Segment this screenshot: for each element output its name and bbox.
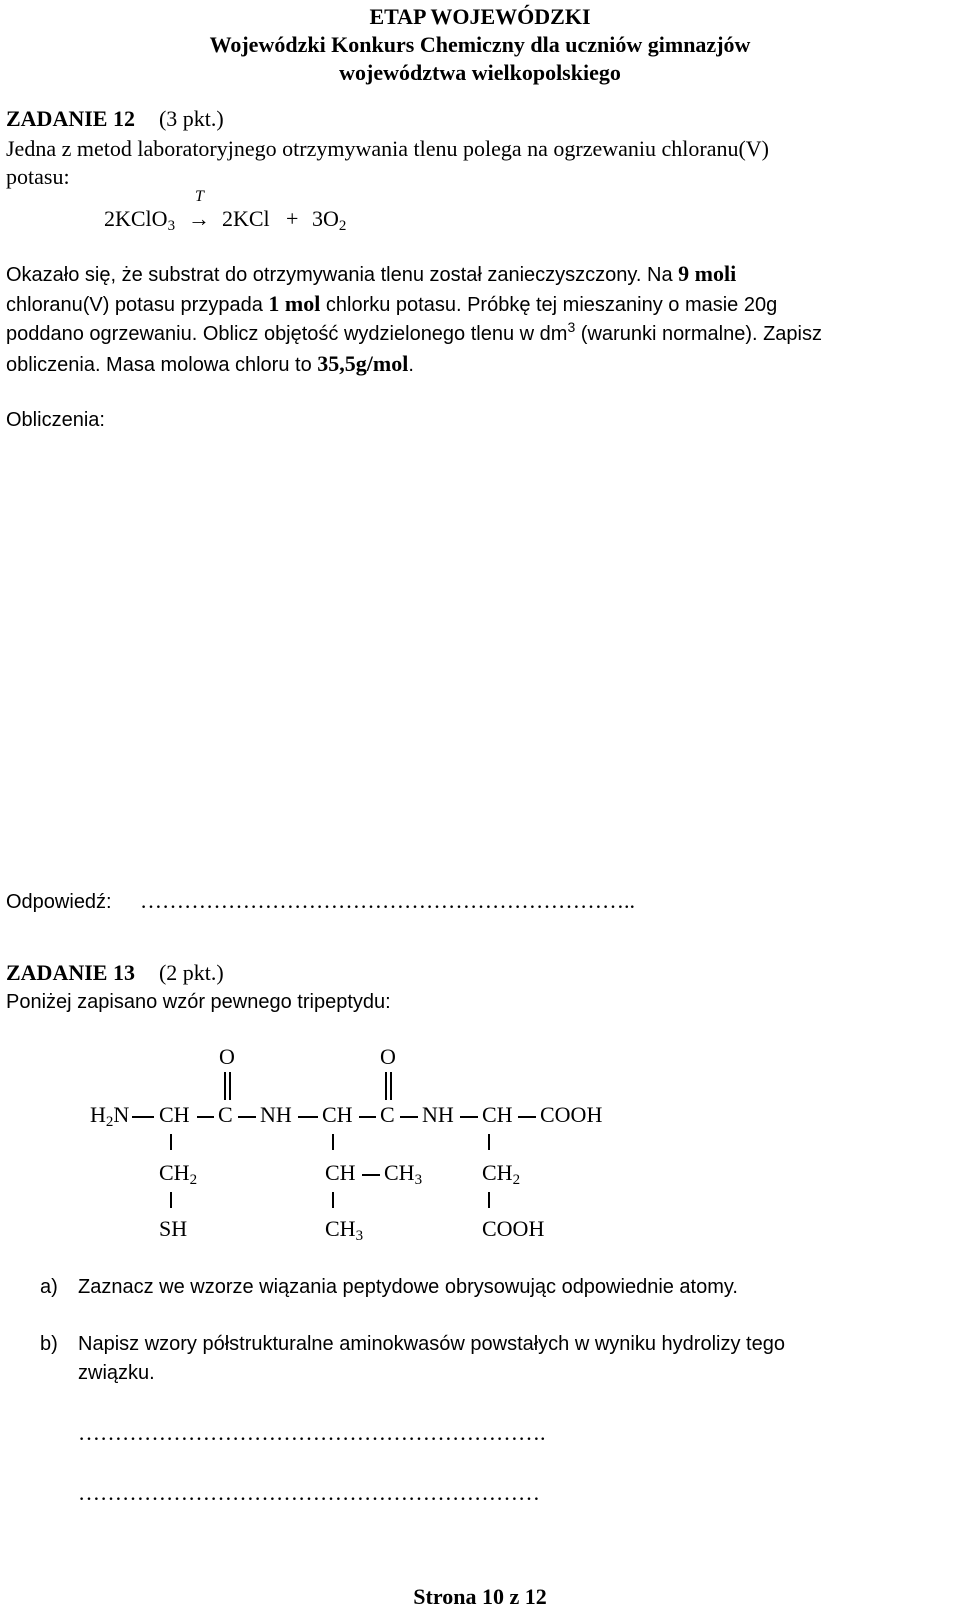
- amino-group: $H_2N$: [90, 1102, 130, 1130]
- side-chain-ch2-1: $CH_2$: [159, 1160, 198, 1188]
- question-a-marker: a): [40, 1276, 58, 1298]
- question-b-line-2: związku.: [78, 1362, 155, 1384]
- vbond-3b: [488, 1192, 490, 1208]
- vbond-1b: [170, 1192, 172, 1208]
- vbond-2a: [332, 1134, 334, 1150]
- methyl-group: $CH_3$: [325, 1216, 364, 1244]
- task12-intro-line-1: Jedna z metod laboratoryjnego otrzymywania tlenu polega na ogrzewaniu chloranu(V): [6, 136, 769, 161]
- arrow-condition-label: T: [195, 188, 204, 205]
- task13-intro: Poniżej zapisano wzór pewnego tripeptydu:: [6, 991, 391, 1013]
- alpha-carbon-3: CH: [482, 1102, 513, 1127]
- page-number: Strona 10 z 12: [413, 1584, 547, 1609]
- double-bond-1a: [224, 1072, 226, 1100]
- answer-line-2[interactable]: ………………………………………………………: [78, 1480, 540, 1505]
- bond-main-3: [238, 1116, 256, 1118]
- double-bond-2b: [390, 1072, 392, 1100]
- vbond-1a: [170, 1134, 172, 1150]
- plus-sign: +: [286, 206, 299, 231]
- task12-intro-line-2: potasu:: [6, 164, 70, 189]
- amide-nh-1: NH: [260, 1102, 292, 1127]
- task12-heading: [6, 106, 224, 132]
- carbonyl-oxygen-1: O: [219, 1044, 235, 1069]
- bond-main-2: [197, 1116, 214, 1118]
- answer-line-1[interactable]: ……………………………………………………….: [78, 1420, 546, 1445]
- double-bond-2a: [385, 1072, 387, 1100]
- amide-nh-2: NH: [422, 1102, 454, 1127]
- reaction-equation: [104, 186, 384, 246]
- carbonyl-carbon-2: C: [380, 1102, 395, 1127]
- task12-para-line-4: obliczenia. Masa molowa chloru to 35,5g/mol.: [6, 351, 414, 376]
- bond-side-ch: [362, 1174, 380, 1176]
- bond-main-7: [460, 1116, 478, 1118]
- task13-title: ZADANIE 13: [6, 960, 135, 985]
- reaction-arrow: →: [188, 206, 210, 231]
- header-line-2: Wojewódzki Konkurs Chemiczny dla uczniów gimnazjów: [209, 32, 751, 57]
- question-b-marker: b): [40, 1333, 58, 1355]
- bond-main-8: [518, 1116, 536, 1118]
- bond-main-1: [132, 1116, 154, 1118]
- side-chain-ch2-3: $CH_2$: [482, 1160, 521, 1188]
- answer-dots[interactable]: …………………………………………………………..: [140, 888, 635, 913]
- carbonyl-carbon-1: C: [218, 1102, 233, 1127]
- task12-title: ZADANIE 12: [6, 106, 135, 131]
- product-kcl: 2KCl: [222, 206, 270, 231]
- alpha-carbon-2: CH: [322, 1102, 353, 1127]
- task12-para-line-2: chloranu(V) potasu przypada 1 mol chlorku potasu. Próbkę tej mieszaniny o masie 20g: [6, 291, 778, 316]
- side-carboxyl-group: COOH: [482, 1216, 545, 1241]
- calculations-label: Obliczenia:: [6, 409, 105, 431]
- vbond-2b: [332, 1192, 334, 1208]
- task13-points: (2 pkt.): [158, 960, 224, 985]
- alpha-carbon-1: CH: [159, 1102, 190, 1127]
- product-oxygen: $3O_2$: [312, 206, 347, 234]
- reactant: 2KClO$_3$: [104, 206, 176, 234]
- side-chain-ch3: $CH_3$: [384, 1160, 423, 1188]
- task12-points: (3 pkt.): [158, 106, 224, 131]
- header-line-3: województwa wielkopolskiego: [339, 60, 621, 85]
- vbond-3a: [488, 1134, 490, 1150]
- bond-main-6: [400, 1116, 418, 1118]
- question-a-text: Zaznacz we wzorze wiązania peptydowe obrysowując odpowiednie atomy.: [78, 1276, 738, 1298]
- task13-heading: [6, 960, 224, 986]
- tripeptide-formula: [0, 1030, 960, 1250]
- bond-main-5: [359, 1116, 376, 1118]
- bond-main-4: [298, 1116, 318, 1118]
- side-chain-ch: CH: [325, 1160, 356, 1185]
- thiol-group: SH: [159, 1216, 188, 1241]
- double-bond-1b: [229, 1072, 231, 1100]
- task12-para-line-1: Okazało się, że substrat do otrzymywania tlenu został zanieczyszczony. Na 9 moli: [6, 261, 737, 286]
- carboxyl-group: COOH: [540, 1102, 603, 1127]
- carbonyl-oxygen-2: O: [380, 1044, 396, 1069]
- question-b-line-1: Napisz wzory półstrukturalne aminokwasów powstałych w wyniku hydrolizy tego: [78, 1333, 785, 1355]
- answer-label: Odpowiedź:: [6, 891, 112, 913]
- header-line-1: ETAP WOJEWÓDZKI: [369, 4, 591, 29]
- task12-para-line-3: poddano ogrzewaniu. Oblicz objętość wydzielonego tlenu w $dm^3$ (warunki normalne). Zapisz: [6, 319, 822, 345]
